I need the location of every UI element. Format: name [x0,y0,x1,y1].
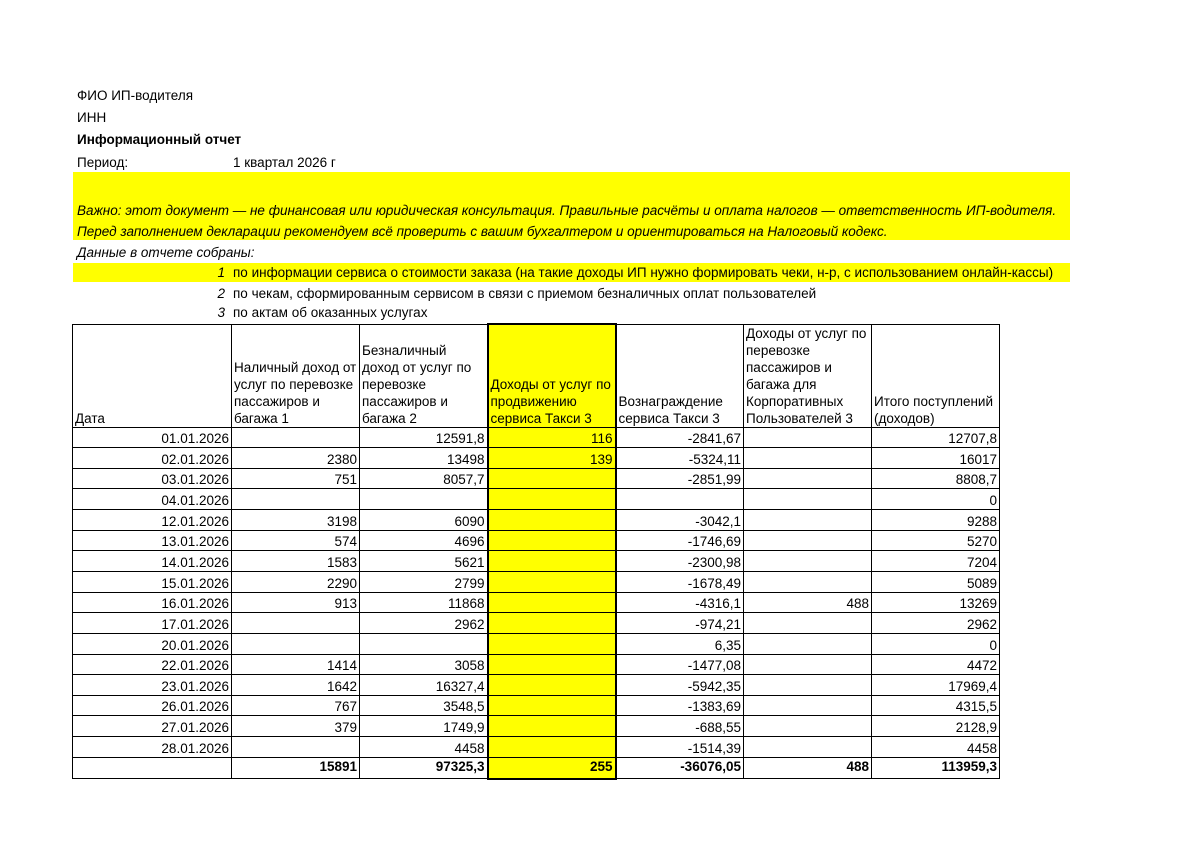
cell-cashless-income: 4696 [360,530,488,551]
fio-label: ФИО ИП-водителя [77,88,194,103]
cell-corporate-income [744,468,872,489]
cell-service-fee: -974,21 [616,613,744,634]
cell-corporate-income [744,654,872,675]
source-text: по актам об оказанных услугах [233,305,428,320]
cell-cashless-income: 11868 [360,592,488,613]
table-row [73,716,1000,737]
cell-total-income: 4472 [872,654,1000,675]
cell-cashless-income: 5621 [360,551,488,572]
cell-corporate-income: 488 [744,592,872,613]
header-cashless-income: Безналичный доход от услуг по перевозке пассажиров и багажа 2 [360,324,488,427]
cell-cash-income: 2380 [232,448,360,469]
table-row [73,468,1000,489]
source-number: 1 [217,265,225,280]
cell-promo-income [488,654,616,675]
cell-promo-income [488,510,616,531]
table-row [73,675,1000,696]
header-total-income: Итого поступлений (доходов) [872,324,1000,427]
table-row [73,571,1000,592]
table-row [73,510,1000,531]
cell-total-income: 2962 [872,613,1000,634]
table-row [73,592,1000,613]
cell-service-fee: -1477,08 [616,654,744,675]
cell-cash-income: 1642 [232,675,360,696]
cell-total-income: 4315,5 [872,695,1000,716]
cell-corporate-income [744,530,872,551]
header-cash-income: Наличный доход от услуг по перевозке пассажиров и багажа 1 [232,324,360,427]
disclaimer-line-2: Перед заполнением декларации рекомендуем всё проверить с вашим бухгалтером и ориентироваться на Налоговый кодекс. [77,224,888,239]
cell-date: 14.01.2026 [73,551,232,572]
table-row [73,737,1000,758]
cell-service-fee: -1514,39 [616,737,744,758]
cell-service-fee: -5324,11 [616,448,744,469]
table-row [73,613,1000,634]
cell-cashless-income: 13498 [360,448,488,469]
cell-total-income: 13269 [872,592,1000,613]
cell-date: 23.01.2026 [73,675,232,696]
cell-service-fee: -4316,1 [616,592,744,613]
cell-date: 22.01.2026 [73,654,232,675]
cell-cashless-income: 12591,8 [360,427,488,448]
total-corporate-income: 488 [744,757,872,779]
cell-cash-income [232,737,360,758]
cell-service-fee: -3042,1 [616,510,744,531]
cell-total-income: 12707,8 [872,427,1000,448]
cell-cashless-income: 2962 [360,613,488,634]
total-cash-income: 15891 [232,757,360,779]
cell-date: 01.01.2026 [73,427,232,448]
cell-corporate-income [744,695,872,716]
table-row [73,448,1000,469]
cell-service-fee: -2851,99 [616,468,744,489]
cell-cash-income: 2290 [232,571,360,592]
cell-cashless-income: 8057,7 [360,468,488,489]
cell-corporate-income [744,737,872,758]
table-header-row [73,324,1000,427]
cell-promo-income [488,613,616,634]
cell-date: 28.01.2026 [73,737,232,758]
cell-service-fee: -2300,98 [616,551,744,572]
cell-promo-income: 116 [488,427,616,448]
cell-promo-income [488,592,616,613]
header-promo-income: Доходы от услуг по продвижению сервиса Такси 3 [488,324,616,427]
cell-service-fee: -688,55 [616,716,744,737]
cell-total-income: 4458 [872,737,1000,758]
cell-cash-income [232,427,360,448]
cell-cash-income: 1583 [232,551,360,572]
cell-date: 16.01.2026 [73,592,232,613]
cell-service-fee: 6,35 [616,633,744,654]
cell-cash-income [232,613,360,634]
cell-service-fee [616,489,744,510]
inn-label: ИНН [77,110,107,125]
cell-cash-income: 1414 [232,654,360,675]
totals-row [73,757,1000,779]
cell-date: 20.01.2026 [73,633,232,654]
cell-total-income: 17969,4 [872,675,1000,696]
cell-total-income: 8808,7 [872,468,1000,489]
cell-promo-income [488,530,616,551]
cell-cash-income: 574 [232,530,360,551]
cell-cash-income: 767 [232,695,360,716]
cell-promo-income [488,468,616,489]
period-value: 1 квартал 2026 г [233,155,336,170]
cell-service-fee: -1383,69 [616,695,744,716]
table-row [73,654,1000,675]
cell-total-income: 0 [872,489,1000,510]
cell-cashless-income: 3548,5 [360,695,488,716]
cell-cash-income [232,633,360,654]
cell-total-income: 7204 [872,551,1000,572]
cell-cashless-income [360,489,488,510]
cell-date: 27.01.2026 [73,716,232,737]
table-row [73,551,1000,572]
header-service-fee: Вознаграждение сервиса Такси 3 [616,324,744,427]
table-row [73,489,1000,510]
table-row [73,427,1000,448]
data-sources-heading: Данные в отчете собраны: [77,245,255,260]
cell-corporate-income [744,716,872,737]
income-report-table [72,323,1000,780]
cell-total-income: 5089 [872,571,1000,592]
cell-service-fee: -1746,69 [616,530,744,551]
cell-date: 13.01.2026 [73,530,232,551]
cell-total-income: 9288 [872,510,1000,531]
cell-corporate-income [744,571,872,592]
period-label: Период: [77,155,129,170]
cell-promo-income [488,489,616,510]
cell-promo-income [488,551,616,572]
header-corporate-income: Доходы от услуг по перевозке пассажиров и багажа для Корпоративных Пользователей 3 [744,324,872,427]
table-row [73,530,1000,551]
cell-total-income: 2128,9 [872,716,1000,737]
cell-date: 02.01.2026 [73,448,232,469]
cell-corporate-income [744,489,872,510]
cell-promo-income [488,695,616,716]
cell-corporate-income [744,633,872,654]
cell-service-fee: -2841,67 [616,427,744,448]
table-row [73,633,1000,654]
source-number: 3 [217,305,225,320]
cell-date: 12.01.2026 [73,510,232,531]
total-cashless-income: 97325,3 [360,757,488,779]
cell-date: 03.01.2026 [73,468,232,489]
cell-cashless-income [360,633,488,654]
source-text: по чекам, сформированным сервисом в связи с приемом безналичных оплат пользователей [233,286,817,301]
cell-cashless-income: 6090 [360,510,488,531]
cell-cashless-income: 4458 [360,737,488,758]
source-text: по информации сервиса о стоимости заказа (на такие доходы ИП нужно формировать чеки, н-р, с использованием онлайн-кассы) [233,265,1054,280]
cell-cashless-income: 16327,4 [360,675,488,696]
cell-promo-income [488,737,616,758]
cell-service-fee: -5942,35 [616,675,744,696]
cell-cash-income: 379 [232,716,360,737]
cell-promo-income [488,571,616,592]
cell-cashless-income: 1749,9 [360,716,488,737]
header-date: Дата [73,324,232,427]
cell-corporate-income [744,551,872,572]
cell-date: 04.01.2026 [73,489,232,510]
total-date [73,757,232,779]
cell-promo-income: 139 [488,448,616,469]
report-title: Информационный отчет [77,132,242,147]
total-promo-income: 255 [488,757,616,779]
cell-promo-income [488,716,616,737]
cell-date: 17.01.2026 [73,613,232,634]
cell-total-income: 5270 [872,530,1000,551]
cell-cash-income [232,489,360,510]
cell-corporate-income [744,675,872,696]
cell-promo-income [488,675,616,696]
cell-corporate-income [744,448,872,469]
total-service-fee: -36076,05 [616,757,744,779]
cell-date: 15.01.2026 [73,571,232,592]
cell-total-income: 0 [872,633,1000,654]
cell-corporate-income [744,427,872,448]
cell-cash-income: 3198 [232,510,360,531]
total-total-income: 113959,3 [872,757,1000,779]
cell-service-fee: -1678,49 [616,571,744,592]
cell-cash-income: 913 [232,592,360,613]
cell-date: 26.01.2026 [73,695,232,716]
table-row [73,695,1000,716]
source-number: 2 [217,286,225,301]
cell-promo-income [488,633,616,654]
cell-corporate-income [744,613,872,634]
cell-cash-income: 751 [232,468,360,489]
cell-corporate-income [744,510,872,531]
cell-total-income: 16017 [872,448,1000,469]
cell-cashless-income: 2799 [360,571,488,592]
disclaimer-line-1: Важно: этот документ — не финансовая или юридическая консультация. Правильные расчёты и оплата налогов — ответственность ИП-водителя. [77,203,1057,218]
cell-cashless-income: 3058 [360,654,488,675]
